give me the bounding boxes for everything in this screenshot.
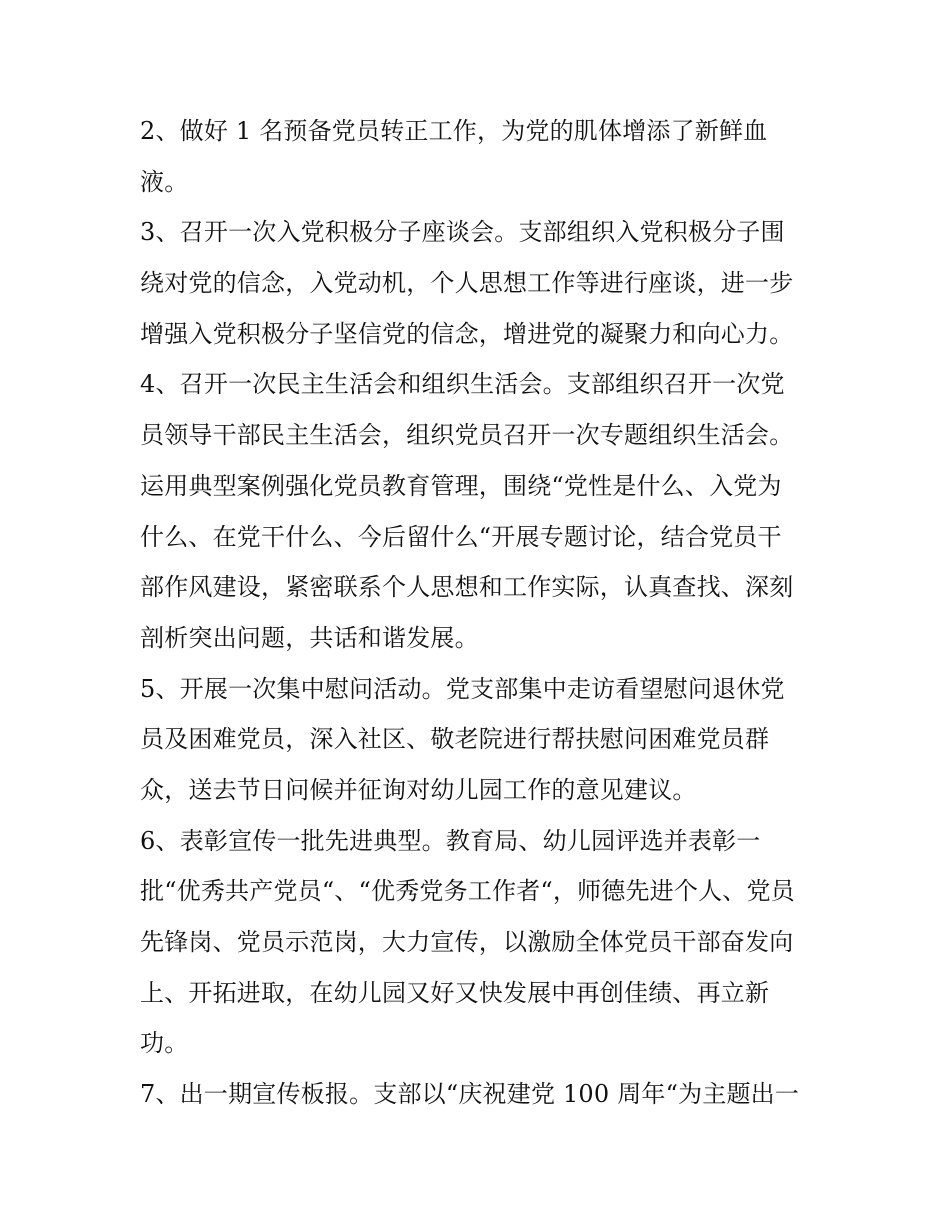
text-line-10: 部作风建设，紧密联系个人思想和工作实际，认真查找、深刻 [140, 573, 794, 602]
text-line-12: 5、开展一次集中慰问活动。党支部集中走访看望慰问退休党 [140, 674, 785, 703]
text-line-14: 众，送去节日问候并征询对幼儿园工作的意见建议。 [140, 775, 697, 804]
text-line-4: 绕对党的信念，入党动机，个人思想工作等进行座谈，进一步 [140, 269, 794, 298]
document-body [140, 106, 820, 1120]
text-line-16: 批“优秀共产党员“、“优秀党务工作者“，师德先进个人、党员 [140, 877, 795, 906]
text-line-19: 功。 [140, 1029, 189, 1058]
text-line-2: 液。 [140, 167, 189, 196]
text-line-1: 2、做好 1 名预备党员转正工作，为党的肌体增添了新鲜血 [140, 117, 768, 145]
text-line-18: 上、开拓进取，在幼儿园又好又快发展中再创佳绩、再立新 [140, 978, 770, 1007]
text-line-15: 6、表彰宣传一批先进典型。教育局、幼儿园评选并表彰一 [140, 826, 761, 855]
text-line-6: 4、召开一次民主生活会和组织生活会。支部组织召开一次党 [140, 370, 785, 399]
text-line-11: 剖析突出问题，共话和谐发展。 [140, 623, 479, 652]
text-line-17: 先锋岗、党员示范岗，大力宣传，以激励全体党员干部奋发向 [140, 928, 794, 956]
text-line-9: 什么、在党干什么、今后留什么“开展专题讨论，结合党员干 [140, 522, 782, 551]
text-line-7: 员领导干部民主生活会，组织党员召开一次专题组织生活会。 [140, 421, 794, 450]
text-line-3: 3、召开一次入党积极分子座谈会。支部组织入党积极分子围 [140, 218, 785, 247]
text-line-8: 运用典型案例强化党员教育管理，围绕“党性是什么、入党为 [140, 471, 782, 500]
text-line-13: 员及困难党员，深入社区、敬老院进行帮扶慰问困难党员群 [140, 725, 770, 754]
text-line-5: 增强入党积极分子坚信党的信念，增进党的凝聚力和向心力。 [140, 319, 794, 348]
text-line-20: 7、出一期宣传板报。支部以“庆祝建党 100 周年“为主题出一 [140, 1080, 800, 1109]
